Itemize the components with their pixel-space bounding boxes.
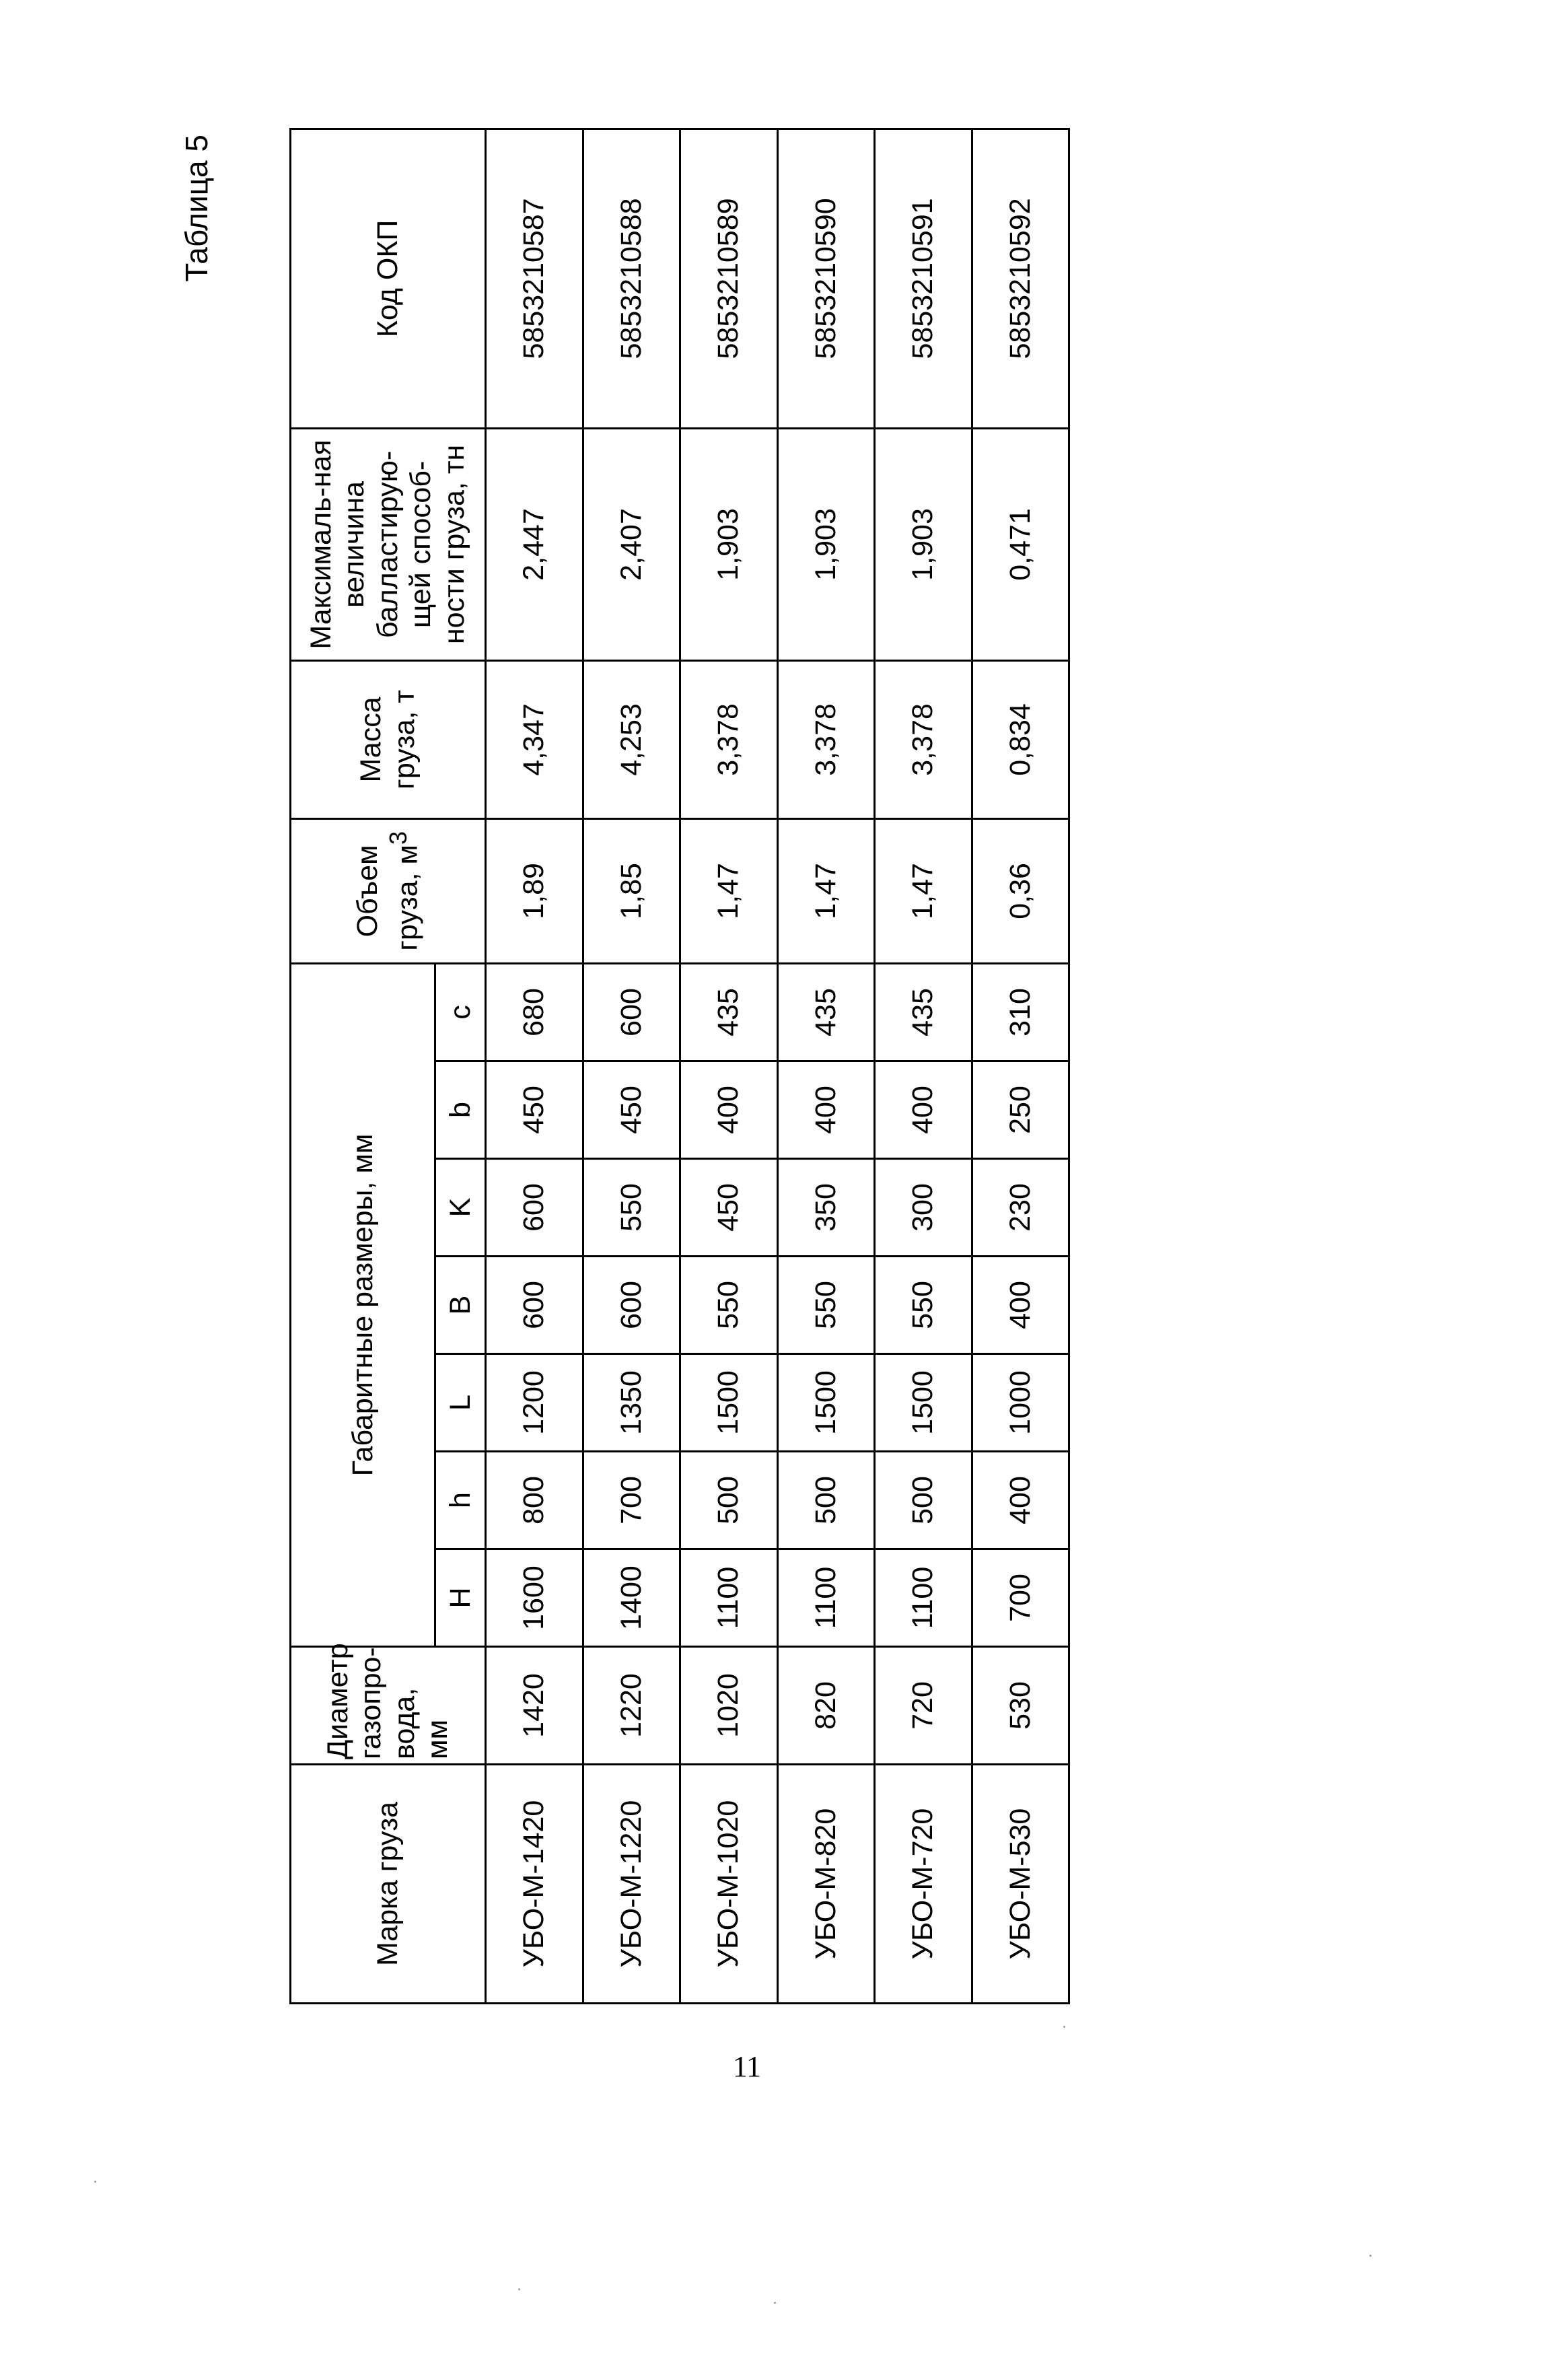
scan-speck — [1369, 2255, 1371, 2257]
cell-dim-b: 400 — [875, 1061, 972, 1159]
cell-volume: 0,36 — [972, 818, 1069, 963]
dim-header-b: b — [435, 1061, 486, 1159]
cell-mass: 4,347 — [486, 660, 583, 818]
cell-ballast: 2,407 — [583, 428, 680, 660]
cell-brand: УБО-М-1420 — [486, 1765, 583, 2004]
cell-okp: 5853210587 — [486, 129, 583, 428]
table-row — [777, 129, 875, 2003]
cell-ballast: 1,903 — [875, 428, 972, 660]
cell-volume: 1,89 — [486, 818, 583, 963]
rotated-page-content — [178, 135, 1053, 2154]
dim-header-c: c — [435, 963, 486, 1061]
table-row — [875, 129, 972, 2003]
cell-okp: 5853210592 — [972, 129, 1069, 428]
table-row — [680, 129, 778, 2003]
cell-mass: 4,253 — [583, 660, 680, 818]
header-ballast: Максималь-ная величина балластирую-щей способ-ности груза, тн — [291, 428, 486, 660]
cargo-specs-table — [289, 128, 1070, 2004]
cell-brand: УБО-М-530 — [972, 1765, 1069, 2004]
cell-dim-K: 230 — [972, 1159, 1069, 1257]
scan-speck — [94, 2181, 96, 2183]
cell-dim-c: 310 — [972, 963, 1069, 1061]
cell-dim-B: 400 — [972, 1257, 1069, 1354]
cell-dim-h: 500 — [875, 1452, 972, 1549]
cell-diameter: 820 — [777, 1647, 875, 1765]
cell-volume: 1,47 — [680, 818, 778, 963]
table-row — [972, 129, 1069, 2003]
scan-speck — [518, 2288, 520, 2290]
cell-dim-L: 1500 — [777, 1354, 875, 1452]
dim-header-K: K — [435, 1159, 486, 1257]
cell-diameter: 1020 — [680, 1647, 778, 1765]
page-number: 11 — [732, 2050, 762, 2083]
header-brand: Марка груза — [291, 1765, 486, 2004]
cell-dim-K: 600 — [486, 1159, 583, 1257]
cell-ballast: 0,471 — [972, 428, 1069, 660]
scan-speck — [1063, 2026, 1065, 2028]
table-row — [486, 129, 583, 2003]
cell-dim-c: 680 — [486, 963, 583, 1061]
cell-ballast: 1,903 — [777, 428, 875, 660]
cell-ballast: 1,903 — [680, 428, 778, 660]
cell-dim-B: 600 — [583, 1257, 680, 1354]
header-dimensions: Габаритные размеры, мм — [291, 963, 435, 1646]
cell-dim-c: 435 — [875, 963, 972, 1061]
cell-ballast: 2,447 — [486, 428, 583, 660]
cell-mass: 3,378 — [875, 660, 972, 818]
cell-diameter: 530 — [972, 1647, 1069, 1765]
cell-dim-L: 1500 — [680, 1354, 778, 1452]
cell-dim-h: 500 — [680, 1452, 778, 1549]
cell-brand: УБО-М-1220 — [583, 1765, 680, 2004]
dim-header-h: h — [435, 1452, 486, 1549]
scan-speck — [774, 2302, 776, 2304]
cell-okp: 5853210591 — [875, 129, 972, 428]
cell-brand: УБО-М-720 — [875, 1765, 972, 2004]
header-mass: Масса груза, т — [291, 660, 486, 818]
cell-dim-K: 450 — [680, 1159, 778, 1257]
cell-dim-c: 435 — [680, 963, 778, 1061]
dim-header-L: L — [435, 1354, 486, 1452]
cell-diameter: 720 — [875, 1647, 972, 1765]
cell-dim-H: 1400 — [583, 1549, 680, 1647]
header-volume: Объем груза, $м^3$ — [291, 818, 486, 963]
cell-dim-B: 550 — [875, 1257, 972, 1354]
cell-dim-c: 600 — [583, 963, 680, 1061]
cell-mass: 3,378 — [777, 660, 875, 818]
cell-mass: 0,834 — [972, 660, 1069, 818]
cell-dim-K: 550 — [583, 1159, 680, 1257]
cell-dim-B: 550 — [777, 1257, 875, 1354]
cell-dim-K: 350 — [777, 1159, 875, 1257]
cell-okp: 5853210588 — [583, 129, 680, 428]
cell-dim-b: 400 — [777, 1061, 875, 1159]
cell-diameter: 1420 — [486, 1647, 583, 1765]
header-okp: Код ОКП — [291, 129, 486, 428]
cell-mass: 3,378 — [680, 660, 778, 818]
cell-dim-H: 700 — [972, 1549, 1069, 1647]
cell-dim-H: 1100 — [875, 1549, 972, 1647]
dim-header-B: B — [435, 1257, 486, 1354]
cell-dim-h: 800 — [486, 1452, 583, 1549]
cell-dim-H: 1100 — [680, 1549, 778, 1647]
cell-dim-B: 600 — [486, 1257, 583, 1354]
cell-dim-L: 1200 — [486, 1354, 583, 1452]
dim-header-H: H — [435, 1549, 486, 1647]
cell-dim-L: 1500 — [875, 1354, 972, 1452]
cell-okp: 5853210589 — [680, 129, 778, 428]
cell-dim-H: 1100 — [777, 1549, 875, 1647]
cell-dim-b: 250 — [972, 1061, 1069, 1159]
table-row — [583, 129, 680, 2003]
cell-dim-b: 450 — [583, 1061, 680, 1159]
cell-okp: 5853210590 — [777, 129, 875, 428]
cell-dim-b: 400 — [680, 1061, 778, 1159]
table-caption: Таблица 5 — [179, 135, 214, 282]
cell-dim-H: 1600 — [486, 1549, 583, 1647]
cell-brand: УБО-М-1020 — [680, 1765, 778, 2004]
cell-dim-K: 300 — [875, 1159, 972, 1257]
cell-dim-b: 450 — [486, 1061, 583, 1159]
header-diameter: Диаметр газопро-вода, мм — [291, 1647, 486, 1765]
cell-volume: 1,85 — [583, 818, 680, 963]
cell-volume: 1,47 — [777, 818, 875, 963]
cell-dim-L: 1000 — [972, 1354, 1069, 1452]
cell-brand: УБО-М-820 — [777, 1765, 875, 2004]
cell-volume: 1,47 — [875, 818, 972, 963]
cell-diameter: 1220 — [583, 1647, 680, 1765]
cell-dim-h: 700 — [583, 1452, 680, 1549]
cell-dim-h: 400 — [972, 1452, 1069, 1549]
cell-dim-c: 435 — [777, 963, 875, 1061]
cell-dim-B: 550 — [680, 1257, 778, 1354]
cell-dim-L: 1350 — [583, 1354, 680, 1452]
cell-dim-h: 500 — [777, 1452, 875, 1549]
